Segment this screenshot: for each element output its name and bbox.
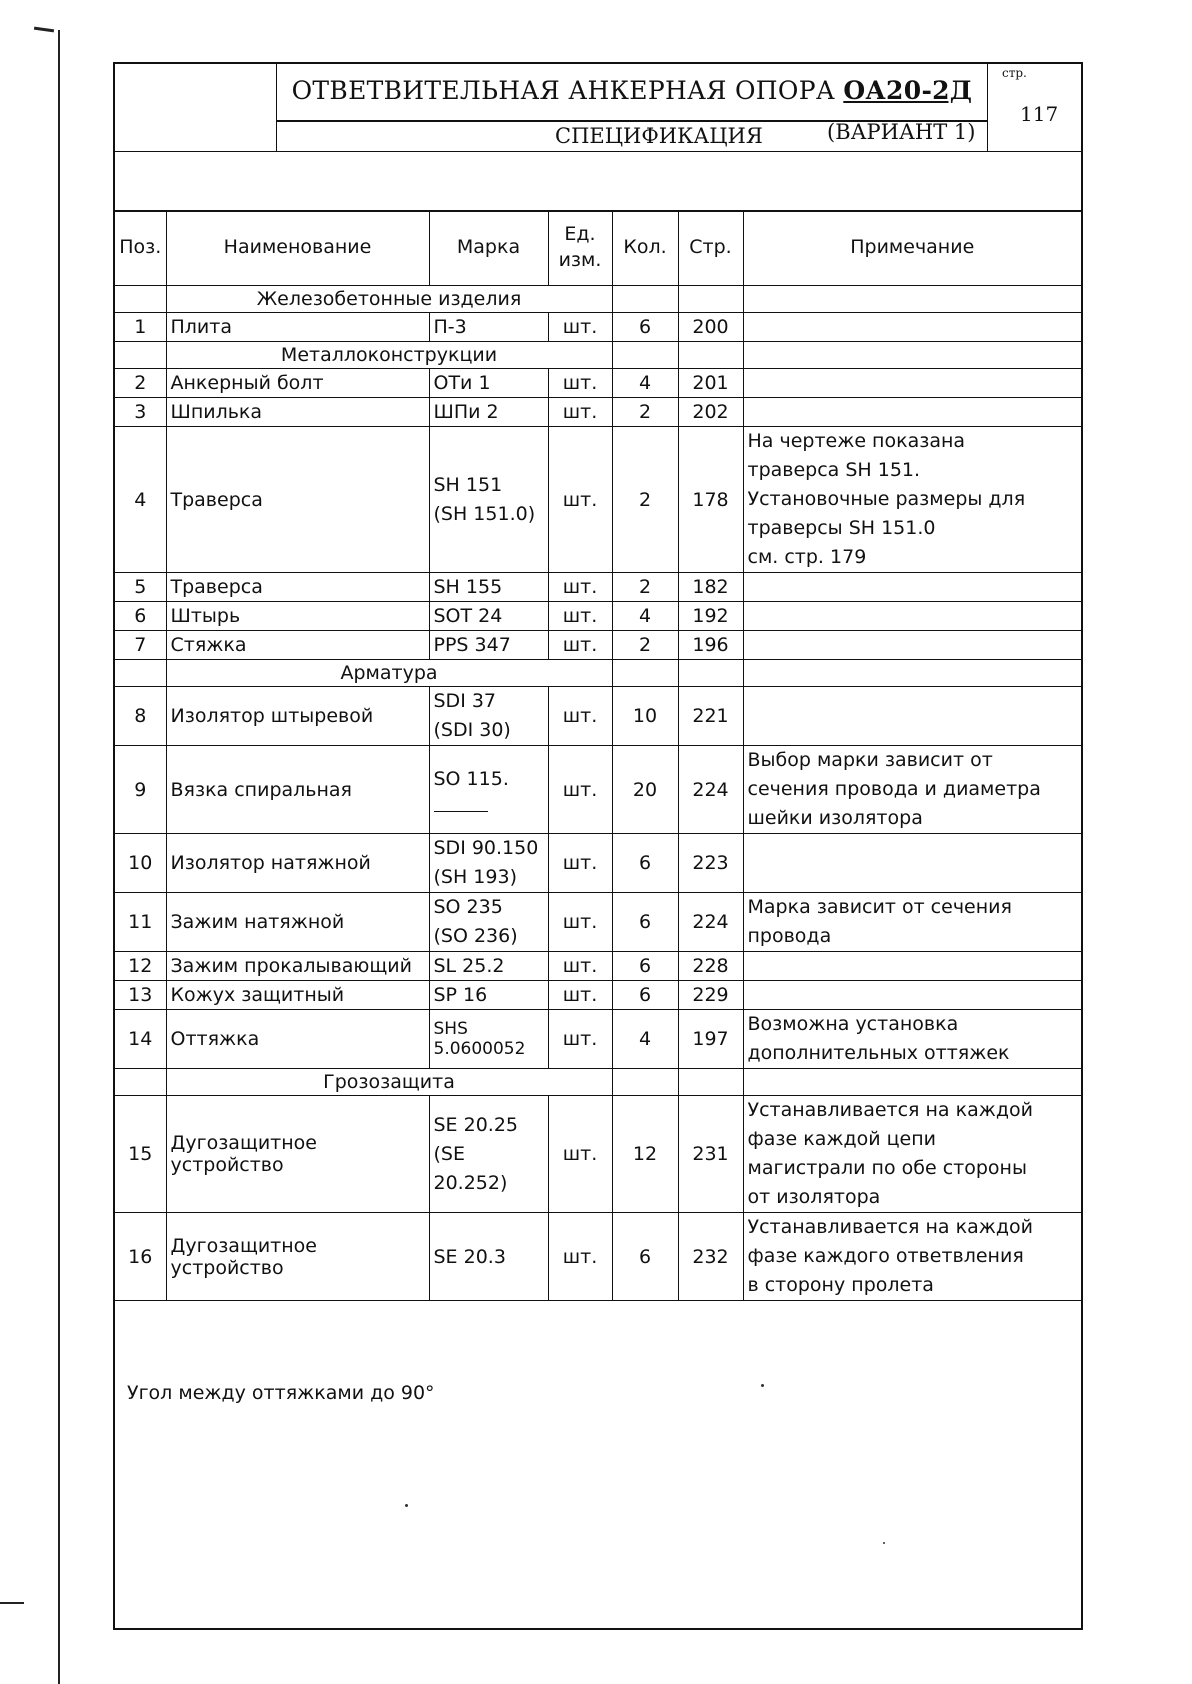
table-row [115, 602, 1081, 631]
table-row [115, 398, 1081, 427]
cell-unit: шт. [548, 1096, 612, 1213]
cell-page: 196 [678, 631, 743, 660]
cell-mark: SH 151 (SH 151.0) [429, 427, 548, 573]
cell-name: Плита [166, 313, 429, 342]
support-code: ОА20-2Д [843, 76, 973, 105]
cell-pos: 7 [115, 631, 166, 660]
table-row [115, 952, 1081, 981]
cell-note [743, 602, 1081, 631]
cell-mark: SH 155 [429, 573, 548, 602]
table-row [115, 1010, 1081, 1069]
cell-note [743, 369, 1081, 398]
cell-note [743, 573, 1081, 602]
drawing-frame [113, 62, 1083, 1630]
cell-qty: 6 [612, 313, 678, 342]
cell-unit: шт. [548, 893, 612, 952]
cell-page: 201 [678, 369, 743, 398]
section-title: Грозозащита [166, 1069, 612, 1096]
cell-pos: 14 [115, 1010, 166, 1069]
cell-note: Устанавливается на каждой фазе каждой цепи магистрали по обе стороны от изолятора [743, 1096, 1081, 1213]
cell-name: Штырь [166, 602, 429, 631]
cell-mark: SOT 24 [429, 602, 548, 631]
table-header-row [115, 211, 1081, 286]
cell-mark: SDI 37 (SDI 30) [429, 687, 548, 746]
cell-pos: 9 [115, 746, 166, 834]
cell-mark: SL 25.2 [429, 952, 548, 981]
scan-artifact-hook [34, 27, 54, 33]
cell-note [743, 631, 1081, 660]
cell-unit: шт. [548, 631, 612, 660]
table-row [115, 834, 1081, 893]
cell-qty: 4 [612, 1010, 678, 1069]
cell-qty: 2 [612, 398, 678, 427]
cell-page: 229 [678, 981, 743, 1010]
page-label: стр. [1002, 66, 1027, 80]
cell-mark: ШПи 2 [429, 398, 548, 427]
cell-name: Зажим прокалывающий [166, 952, 429, 981]
table-row [115, 313, 1081, 342]
section-row [115, 1069, 1081, 1096]
cell-page: 192 [678, 602, 743, 631]
cell-name: Стяжка [166, 631, 429, 660]
cell-name: Траверса [166, 573, 429, 602]
cell-note: Выбор марки зависит от сечения провода и диаметра шейки изолятора [743, 746, 1081, 834]
cell-qty: 4 [612, 369, 678, 398]
cell-unit: шт. [548, 834, 612, 893]
column-header-mark: Марка [429, 211, 548, 286]
cell-page: 200 [678, 313, 743, 342]
cell-name: Зажим натяжной [166, 893, 429, 952]
cell-qty: 20 [612, 746, 678, 834]
cell-mark: ОТи 1 [429, 369, 548, 398]
cell-qty: 4 [612, 602, 678, 631]
cell-unit: шт. [548, 398, 612, 427]
cell-mark: SO 115. [429, 746, 548, 834]
cell-mark: SP 16 [429, 981, 548, 1010]
table-row [115, 369, 1081, 398]
cell-page: 231 [678, 1096, 743, 1213]
cell-unit: шт. [548, 981, 612, 1010]
cell-unit: шт. [548, 687, 612, 746]
cell-name: Кожух защитный [166, 981, 429, 1010]
cell-name: Изолятор штыревой [166, 687, 429, 746]
cell-note [743, 834, 1081, 893]
cell-note [743, 952, 1081, 981]
cell-pos: 4 [115, 427, 166, 573]
cell-page: 202 [678, 398, 743, 427]
column-header-note: Примечание [743, 211, 1081, 286]
cell-page: 178 [678, 427, 743, 573]
document-title: ОТВЕТВИТЕЛЬНАЯ АНКЕРНАЯ ОПОРА ОА20-2Д [291, 76, 973, 105]
cell-pos: 3 [115, 398, 166, 427]
cell-name: Изолятор натяжной [166, 834, 429, 893]
section-row [115, 660, 1081, 687]
cell-qty: 6 [612, 893, 678, 952]
table-row [115, 1096, 1081, 1213]
cell-pos: 12 [115, 952, 166, 981]
cell-qty: 12 [612, 1096, 678, 1213]
cell-qty: 2 [612, 573, 678, 602]
cell-unit: шт. [548, 602, 612, 631]
specification-table [115, 210, 1081, 1301]
cell-qty: 10 [612, 687, 678, 746]
cell-pos: 15 [115, 1096, 166, 1213]
cell-page: 221 [678, 687, 743, 746]
table-row [115, 573, 1081, 602]
cell-name: Траверса [166, 427, 429, 573]
cell-page: 224 [678, 893, 743, 952]
column-header-page: Стр. [678, 211, 743, 286]
cell-page: 224 [678, 746, 743, 834]
cell-mark: SHS 5.0600052 [429, 1010, 548, 1069]
cell-pos: 13 [115, 981, 166, 1010]
column-header-pos: Поз. [115, 211, 166, 286]
section-title: Металлоконструкции [166, 342, 612, 369]
variant-label: (ВАРИАНТ 1) [827, 120, 976, 144]
cell-note: Устанавливается на каждой фазе каждого ответвления в сторону пролета [743, 1213, 1081, 1301]
cell-qty: 6 [612, 981, 678, 1010]
cell-pos: 16 [115, 1213, 166, 1301]
table-row [115, 687, 1081, 746]
cell-note [743, 398, 1081, 427]
cell-pos: 1 [115, 313, 166, 342]
cell-name: Оттяжка [166, 1010, 429, 1069]
table-row [115, 631, 1081, 660]
cell-page: 232 [678, 1213, 743, 1301]
cell-unit: шт. [548, 746, 612, 834]
section-title: Железобетонные изделия [166, 286, 612, 313]
cell-name: Шпилька [166, 398, 429, 427]
cell-page: 228 [678, 952, 743, 981]
cell-mark: П-3 [429, 313, 548, 342]
table-row [115, 746, 1081, 834]
cell-unit: шт. [548, 427, 612, 573]
scan-speck [405, 1504, 408, 1507]
cell-qty: 2 [612, 427, 678, 573]
scan-speck [761, 1384, 764, 1387]
scan-artifact-edge [58, 30, 60, 1684]
column-header-name: Наименование [166, 211, 429, 286]
cell-pos: 5 [115, 573, 166, 602]
cell-note: Марка зависит от сечения провода [743, 893, 1081, 952]
cell-qty: 2 [612, 631, 678, 660]
table-row [115, 1213, 1081, 1301]
blank-underline [434, 793, 488, 812]
table-row [115, 981, 1081, 1010]
cell-note: На чертеже показана траверса SH 151. Установочные размеры для траверсы SH 151.0 см. стр. 179 [743, 427, 1081, 573]
cell-unit: шт. [548, 1010, 612, 1069]
cell-qty: 6 [612, 834, 678, 893]
cell-page: 223 [678, 834, 743, 893]
cell-qty: 6 [612, 1213, 678, 1301]
cell-unit: шт. [548, 1213, 612, 1301]
document-subtitle: СПЕЦИФИКАЦИЯ [555, 124, 763, 148]
cell-pos: 10 [115, 834, 166, 893]
section-title: Арматура [166, 660, 612, 687]
scan-artifact-tick [0, 1602, 24, 1604]
cell-note [743, 981, 1081, 1010]
cell-unit: шт. [548, 369, 612, 398]
cell-name: Дугозащитное устройство [166, 1096, 429, 1213]
column-header-qty: Кол. [612, 211, 678, 286]
scan-speck [883, 1542, 885, 1544]
cell-mark: SDI 90.150 (SH 193) [429, 834, 548, 893]
table-row [115, 427, 1081, 573]
column-header-unit: Ед. изм. [548, 211, 612, 286]
cell-pos: 11 [115, 893, 166, 952]
cell-page: 182 [678, 573, 743, 602]
cell-mark: PPS 347 [429, 631, 548, 660]
cell-pos: 8 [115, 687, 166, 746]
cell-note [743, 313, 1081, 342]
page-cell [987, 64, 1081, 152]
cell-name: Анкерный болт [166, 369, 429, 398]
cell-name: Вязка спиральная [166, 746, 429, 834]
cell-unit: шт. [548, 313, 612, 342]
section-row [115, 342, 1081, 369]
page-number: 117 [1020, 102, 1059, 126]
cell-mark: SE 20.3 [429, 1213, 548, 1301]
cell-name: Дугозащитное устройство [166, 1213, 429, 1301]
cell-mark: SE 20.25 (SE 20.252) [429, 1096, 548, 1213]
cell-note [743, 687, 1081, 746]
table-row [115, 893, 1081, 952]
cell-unit: шт. [548, 573, 612, 602]
footnote: Угол между оттяжками до 90° [127, 1382, 435, 1404]
title-block-left-cell [115, 64, 277, 152]
cell-unit: шт. [548, 952, 612, 981]
cell-mark: SO 235 (SO 236) [429, 893, 548, 952]
cell-page: 197 [678, 1010, 743, 1069]
cell-qty: 6 [612, 952, 678, 981]
section-row [115, 286, 1081, 313]
cell-note: Возможна установка дополнительных оттяжек [743, 1010, 1081, 1069]
cell-pos: 2 [115, 369, 166, 398]
cell-pos: 6 [115, 602, 166, 631]
